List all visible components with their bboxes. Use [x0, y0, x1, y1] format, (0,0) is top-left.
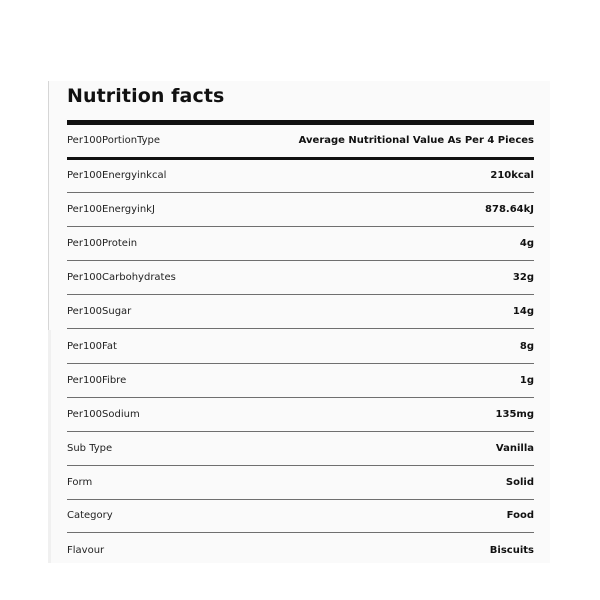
page-title: Nutrition facts	[67, 85, 225, 107]
nutrition-row-label: Per100Energyinkcal	[67, 170, 167, 181]
nutrition-row	[67, 467, 534, 500]
nutrition-row	[67, 228, 534, 261]
nutrition-row-label: Per100Carbohydrates	[67, 272, 176, 283]
nutrition-row-value: Vanilla	[495, 443, 534, 454]
portion-type-value: Average Nutritional Value As Per 4 Pieces	[298, 135, 534, 146]
nutrition-row	[67, 399, 534, 432]
nutrition-row-value: 32g	[512, 272, 534, 283]
nutrition-row-value: 1g	[519, 375, 534, 386]
nutrition-row-value: 8g	[519, 341, 534, 352]
nutrition-row-label: Sub Type	[67, 443, 113, 454]
nutrition-row-value: 4g	[519, 238, 534, 249]
nutrition-row-label: Per100Fibre	[67, 375, 127, 386]
nutrition-row-label: Per100Sugar	[67, 306, 132, 317]
nutrition-row	[67, 296, 534, 329]
nutrition-row-label: Per100Fat	[67, 341, 117, 352]
nutrition-row-label: Per100Protein	[67, 238, 138, 249]
nutrition-row	[67, 194, 534, 227]
nutrition-row-value: 210kcal	[490, 170, 534, 181]
nutrition-row	[67, 500, 534, 533]
nutrition-row-label: Per100Sodium	[67, 409, 140, 420]
nutrition-row-value: 135mg	[495, 409, 534, 420]
nutrition-row-value: 14g	[512, 306, 534, 317]
nutrition-row	[67, 534, 534, 567]
nutrition-row	[67, 160, 534, 193]
nutrition-row-label: Per100EnergyinkJ	[67, 204, 155, 215]
nutrition-row-value: Food	[506, 510, 534, 521]
nutrition-row-label: Category	[67, 510, 113, 521]
nutrition-row	[67, 433, 534, 466]
nutrition-row-value: Solid	[505, 477, 534, 488]
panel-edge-shade	[48, 330, 51, 563]
nutrition-row	[67, 331, 534, 364]
nutrition-row	[67, 262, 534, 295]
nutrition-row-value: 878.64kJ	[485, 204, 534, 215]
nutrition-row-value: Biscuits	[489, 544, 534, 556]
portion-type-row	[67, 125, 534, 157]
nutrition-row-label: Flavour	[67, 544, 105, 556]
nutrition-row-label: Form	[67, 477, 93, 488]
nutrition-row	[67, 365, 534, 398]
portion-type-label: Per100PortionType	[67, 135, 161, 146]
